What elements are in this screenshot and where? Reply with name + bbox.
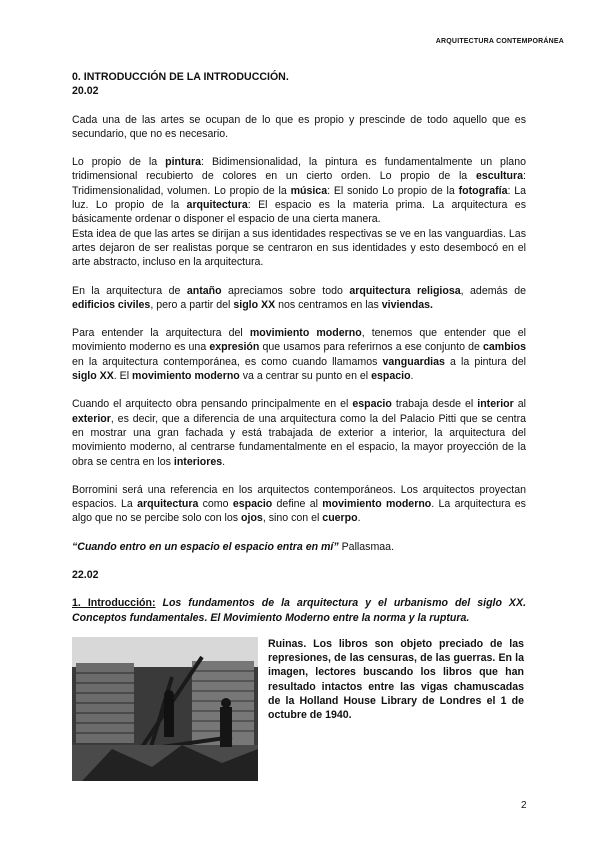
text-segment: arquitectura (137, 498, 199, 511)
text-segment: Borromini será una referencia en los arquitectos contemporáneos. Los arquitectos proyectan espacios. La (72, 483, 526, 511)
text-segment: va a centrar su punto en el (239, 370, 372, 383)
text-segment: música (290, 184, 328, 197)
text-segment: expresión (209, 341, 260, 354)
text-segment: fotografía (458, 184, 508, 197)
text-segment: Cuando el arquitecto obra pensando principalmente en el (72, 398, 353, 411)
text-segment: , además de (460, 284, 526, 297)
text-segment: pintura (165, 156, 202, 169)
date-label: 20.02 (72, 85, 99, 98)
quote: “Cuando entro en un espacio el espacio entra en mí” Pallasmaa. (72, 540, 395, 553)
text-segment: arquitectura (186, 199, 248, 212)
text-segment: antaño (186, 284, 222, 297)
text-segment: : El sonido Lo propio de la (327, 184, 459, 197)
text-segment: en la arquitectura contemporánea, es como cuando llamamos (72, 355, 383, 368)
text-segment: a la pintura del (444, 355, 526, 368)
text-segment: espacio (352, 398, 392, 411)
text-segment: cambios (483, 341, 526, 354)
paragraph-7 (72, 483, 526, 526)
text-segment: . (357, 512, 361, 525)
paragraph-2 (72, 155, 526, 226)
text-segment: , es decir, que a diferencia de una arquitectura como la del Palacio Pitti que se centra en mostrar una gran fachada y está trabajada de exterior a interior, la arquitectura del movimiento moderno, al centrarse fundamentalmente en el espacio, la mayor proyección de la obra se centra en los (72, 412, 526, 468)
page-content (72, 70, 526, 781)
text-segment: al (513, 398, 526, 411)
text-segment: Lo propio de la (72, 156, 166, 169)
section-title: 1. Introducción: Los fundamentos de la arquitectura y el urbanismo del siglo XX. Conceptos fundamentales. El Movimiento Moderno entre la norma y la ruptura. (72, 597, 527, 624)
text-segment: viviendas. (381, 298, 433, 311)
paragraph-1: Cada una de las artes se ocupan de lo que es propio y prescinde de todo aquello que es secundario, que no es necesario. (72, 113, 526, 140)
running-header: ARQUITECTURA CONTEMPORÁNEA (435, 38, 564, 45)
text-segment: . El (113, 370, 133, 383)
text-segment: . (410, 370, 414, 383)
text-segment: . La arquitectura es algo que no se percibe solo con los (72, 498, 526, 525)
text-segment: movimiento moderno (322, 498, 432, 511)
photo-caption: Ruinas. Los libros son objeto preciado de las represiones, de las censuras, de las guerras. En la imagen, lectores buscando los libros que han resultado intactos entre las vigas chamuscadas de la Holland House Library de Londres el 1 de octubre de 1940. (268, 637, 524, 721)
text-segment: , pero a partir del (150, 298, 234, 311)
text-segment: nos centramos en las (275, 298, 382, 311)
text-segment: interior (477, 398, 514, 411)
text-segment: escultura (475, 170, 524, 183)
text-segment: espacio (232, 498, 273, 511)
library-ruins-photo (72, 637, 258, 781)
text-segment: siglo XX (72, 370, 114, 383)
text-segment: Para entender la arquitectura del (72, 327, 250, 340)
text-segment: trabaja desde el (391, 398, 478, 411)
text-segment: cuerpo (322, 512, 358, 525)
text-segment: , tenemos que entender que el movimiento moderno es una (72, 327, 526, 354)
paragraph-3: Esta idea de que las artes se dirijan a sus identidades respectivas se ve en las vanguardias. Las artes dejaron de ser realistas porque se centraron en sus identidades y esto desembocó en el arte abstracto, incluso en la arquitectura. (72, 227, 526, 269)
text-segment: : La luz. Lo propio de la (72, 184, 527, 212)
text-segment: , sino con el (262, 512, 323, 525)
paragraph-6 (72, 397, 526, 468)
paragraph-4 (72, 284, 526, 313)
text-segment: edificios civiles (72, 298, 151, 311)
page-number: 2 (521, 800, 527, 811)
figure (72, 637, 526, 781)
text-segment: movimiento moderno (132, 370, 240, 383)
text-segment: siglo XX (233, 298, 276, 311)
text-segment: : Tridimensionalidad, volumen. Lo propio de la (72, 170, 526, 197)
text-segment: como (198, 498, 233, 511)
text-segment: define al (272, 498, 323, 511)
text-segment: interiores (173, 455, 223, 468)
text-segment: exterior (72, 412, 111, 425)
text-segment: que usamos para referirnos a ese conjunto de (259, 341, 484, 354)
text-segment: arquitectura religiosa (349, 284, 461, 297)
text-segment: : El espacio es la materia prima. La arquitectura es básicamente ordenar o disponer el espacio de una cierta manera. (72, 199, 526, 226)
date-label-2: 22.02 (72, 569, 99, 582)
text-segment: : Bidimensionalidad, la pintura es fundamentalmente un plano tridimensional recubierto de colores en un cierto orden. Lo propio de la (72, 156, 526, 183)
text-segment: En la arquitectura de (72, 284, 187, 297)
text-segment: movimiento moderno (249, 327, 362, 340)
chapter-heading: 0. INTRODUCCIÓN DE LA INTRODUCCIÓN. (72, 71, 289, 83)
paragraph-5 (72, 326, 526, 383)
text-segment: . (222, 455, 226, 468)
text-segment: espacio (371, 370, 411, 383)
text-segment: vanguardias (382, 355, 445, 368)
text-segment: apreciamos sobre todo (221, 284, 350, 297)
text-segment: ojos (241, 512, 263, 525)
